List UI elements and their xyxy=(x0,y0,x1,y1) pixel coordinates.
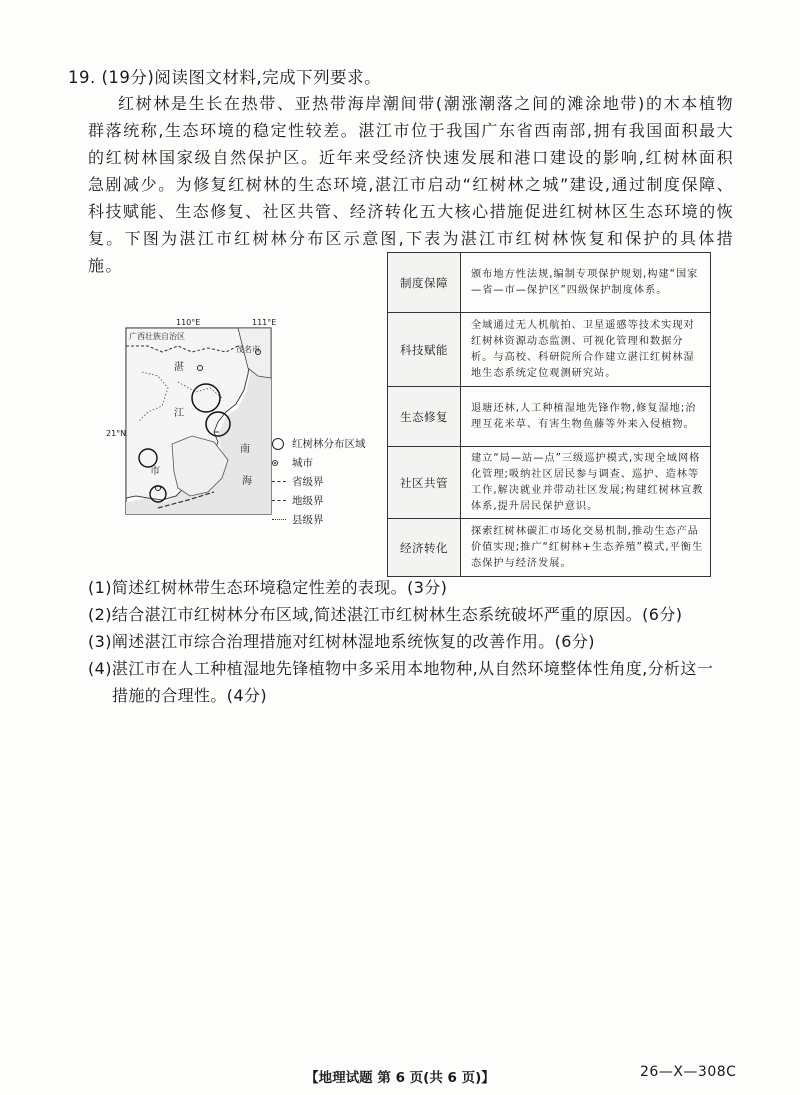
shi-char: 市 xyxy=(150,466,160,477)
sub-question-2 xyxy=(88,601,748,628)
measure-desc: 全域通过无人机航拍、卫星遥感等技术实现对红树林资源动态监测、可视化管理和数据分析。与高校、科研院所合作建立湛江红树林湿地生态系统定位观测研究站。 xyxy=(461,313,711,387)
sub-question-1 xyxy=(88,574,748,601)
zhan-char: 湛 xyxy=(174,362,184,373)
sub-question-text: (1)简述红树林带生态环境稳定性差的表现。(3分) xyxy=(88,578,448,597)
measure-desc: 退塘还林,人工种植湿地先锋作物,修复湿地;治理互花米草、有害生物鱼藤等外来入侵植物。 xyxy=(461,387,711,447)
measure-desc: 探索红树林碳汇市场化交易机制,推动生态产品价值实现;推广“红树林+生态养殖”模式,平衡生态保护与经济发展。 xyxy=(461,519,711,577)
province-line-icon xyxy=(272,481,286,482)
legend-item-county xyxy=(272,510,382,529)
legend-item-mangrove xyxy=(272,434,382,453)
legend-item-province xyxy=(272,472,382,491)
jiang-char: 江 xyxy=(174,408,184,419)
sea-hai-char: 海 xyxy=(242,476,252,487)
measure-name: 制度保障 xyxy=(388,253,461,313)
measure-name: 科技赋能 xyxy=(388,313,461,387)
measure-desc: 颁布地方性法规,编制专项保护规划,构建“国家—省—市—保护区”四级保护制度体系。 xyxy=(461,253,711,313)
legend-label: 地级界 xyxy=(292,495,324,507)
table-row xyxy=(388,447,711,519)
measure-desc: 建立“局—站—点”三级巡护模式,实现全域网格化管理;吸纳社区居民参与调查、巡护、造林等工作,解决就业并带动社区发展;构建红树林宣教体系,提升居民保护意识。 xyxy=(461,447,711,519)
legend-item-city xyxy=(272,453,382,472)
sub-question-text: (4)湛江市在人工种植湿地先锋植物中多采用本地物种,从自然环境整体性角度,分析这一 xyxy=(88,659,714,678)
guangxi-label: 广西壮族自治区 xyxy=(129,332,185,341)
prefecture-line-icon xyxy=(272,500,286,501)
table-row xyxy=(388,253,711,313)
table-row xyxy=(388,519,711,577)
city-dot-icon xyxy=(272,460,278,466)
table-row xyxy=(388,387,711,447)
measures-table xyxy=(387,252,711,577)
lat-label-21: 21°N xyxy=(106,429,127,438)
material-paragraph: 红树林是生长在热带、亚热带海岸潮间带(潮涨潮落之间的滩涂地带)的木本植物群落统称,生态环境的稳定性较差。湛江市位于我国广东省西南部,拥有我国面积最大的红树林国家级自然保护区。近年来受经济快速发展和港口建设的影响,红树林面积急剧减少。为修复红树林的生态环境,湛江市启动“红树林之城”建设,通过制度保障、科技赋能、生态修复、社区共管、经济转化五大核心措施促进红树林区生态环境的恢复。下图为湛江市红树林分布区示意图,下表为湛江市红树林恢复和保护的具体措施。 xyxy=(88,94,734,275)
mangrove-circle-icon xyxy=(272,438,284,450)
map-legend xyxy=(272,434,382,529)
legend-label: 城市 xyxy=(292,457,313,469)
measure-name: 社区共管 xyxy=(388,447,461,519)
sub-questions xyxy=(88,574,748,709)
legend-item-prefecture xyxy=(272,491,382,510)
table-row xyxy=(388,313,711,387)
sub-question-text: (3)阐述湛江市综合治理措施对红树林湿地系统恢复的改善作用。(6分) xyxy=(88,632,595,651)
measure-name: 生态修复 xyxy=(388,387,461,447)
sub-question-4 xyxy=(88,655,748,709)
sub-question-continuation: 措施的合理性。(4分) xyxy=(112,686,268,705)
maoming-label: 茂名市 xyxy=(236,345,260,354)
question-header: 19. (19分)阅读图文材料,完成下列要求。 xyxy=(68,68,382,87)
legend-label: 省级界 xyxy=(292,476,324,488)
page-footer: 【地理试题 第 6 页(共 6 页)】 xyxy=(305,1070,495,1086)
paper-code: 26—X—308C xyxy=(640,1064,737,1080)
lon-label-110: 110°E xyxy=(176,318,201,327)
sub-question-3 xyxy=(88,628,748,655)
lon-label-111: 111°E xyxy=(252,318,277,327)
measure-name: 经济转化 xyxy=(388,519,461,577)
sub-question-text: (2)结合湛江市红树林分布区域,简述湛江市红树林生态系统破坏严重的原因。(6分) xyxy=(88,605,683,624)
legend-label: 县级界 xyxy=(292,514,324,526)
sea-nan-char: 南 xyxy=(240,444,250,455)
legend-label: 红树林分布区域 xyxy=(292,438,366,450)
county-line-icon xyxy=(272,519,286,520)
